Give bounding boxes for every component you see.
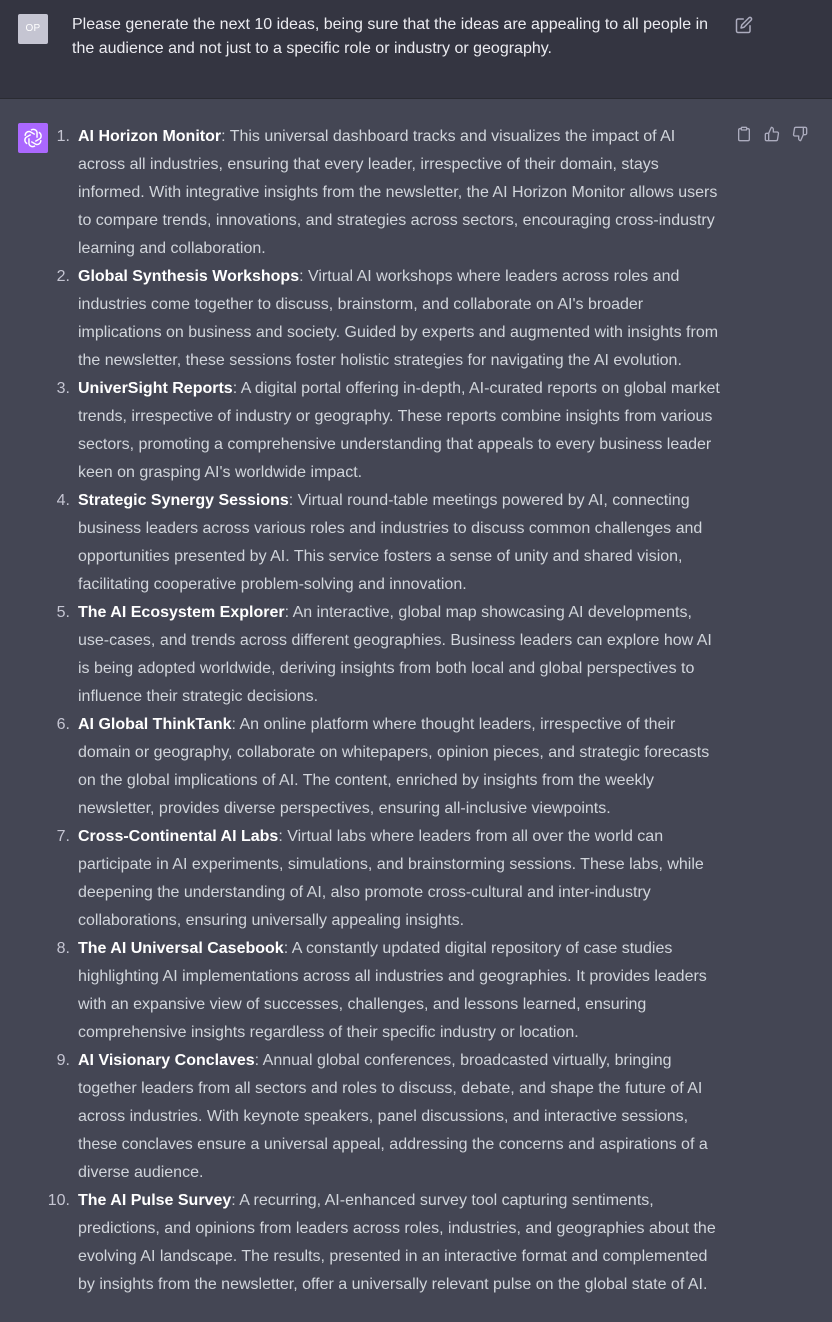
edit-icon bbox=[735, 16, 753, 34]
idea-number: 8. bbox=[56, 940, 70, 957]
thumbs-down-icon bbox=[792, 126, 808, 142]
idea-number: 3. bbox=[56, 380, 70, 397]
user-message-row bbox=[0, 0, 832, 99]
idea-title: UniverSight Reports bbox=[78, 380, 233, 397]
idea-number: 10. bbox=[47, 1192, 70, 1209]
thumbs-up-icon bbox=[764, 126, 780, 142]
idea-title: Strategic Synergy Sessions bbox=[78, 492, 289, 509]
idea-title: AI Horizon Monitor bbox=[78, 128, 222, 145]
thumbs-down-button[interactable] bbox=[792, 126, 810, 144]
idea-description: : This universal dashboard tracks and visualizes the impact of AI across all industries, ensuring that every leader, irrespective of their domain, stays informed. With integrative insights from the newsletter, the AI Horizon Monitor allows users to compare trends, innovations, and strategies across sectors, encouraging cross-industry learning and collaboration. bbox=[78, 128, 718, 257]
idea-description: : An interactive, global map showcasing AI developments, use-cases, and trends across different geographies. Business leaders can explore how AI is being adopted worldwide, deriving insights from both local and global perspectives to influence their strategic decisions. bbox=[78, 604, 712, 705]
idea-item bbox=[56, 823, 726, 935]
idea-title: The AI Pulse Survey bbox=[78, 1192, 232, 1209]
copy-button[interactable] bbox=[736, 126, 754, 144]
idea-description: : An online platform where thought leaders, irrespective of their domain or geography, collaborate on whitepapers, opinion pieces, and strategic forecasts on the global implications of AI. The content, enriched by insights from the weekly newsletter, provides diverse perspectives, ensuring all-inclusive viewpoints. bbox=[78, 716, 710, 817]
idea-title: AI Global ThinkTank bbox=[78, 716, 232, 733]
edit-message-button[interactable] bbox=[735, 16, 755, 36]
idea-number: 7. bbox=[56, 828, 70, 845]
idea-title: The AI Ecosystem Explorer bbox=[78, 604, 285, 621]
idea-number: 4. bbox=[56, 492, 70, 509]
idea-description: : Virtual AI workshops where leaders across roles and industries come together to discuss, brainstorm, and collaborate on AI's broader implications on business and society. Guided by experts and augmented with insights from the newsletter, these sessions foster holistic strategies for navigating the AI evolution. bbox=[78, 268, 719, 369]
idea-title: The AI Universal Casebook bbox=[78, 940, 284, 957]
idea-item bbox=[47, 1187, 726, 1299]
idea-description: : A digital portal offering in-depth, AI-curated reports on global market trends, irrespective of industry or geography. These reports combine insights from various sectors, promoting a comprehensive understanding that appeals to every business leader keen on grasping AI's worldwide impact. bbox=[78, 380, 720, 481]
idea-description: : Annual global conferences, broadcasted virtually, bringing together leaders from all sectors and roles to discuss, debate, and shape the future of AI across industries. With keynote speakers, panel discussions, and interactive sessions, these conclaves ensure a universal appeal, addressing the concerns and aspirations of a diverse audience. bbox=[78, 1052, 708, 1181]
idea-item bbox=[56, 1047, 726, 1187]
idea-title: Cross-Continental AI Labs bbox=[78, 828, 279, 845]
idea-item bbox=[56, 375, 726, 487]
user-avatar: OP bbox=[18, 14, 48, 44]
idea-item bbox=[56, 123, 726, 263]
idea-item bbox=[56, 935, 726, 1047]
idea-item bbox=[56, 711, 726, 823]
idea-title: Global Synthesis Workshops bbox=[78, 268, 300, 285]
idea-number: 2. bbox=[56, 268, 70, 285]
idea-number: 6. bbox=[56, 716, 70, 733]
idea-number: 1. bbox=[56, 128, 70, 145]
user-message-text: Please generate the next 10 ideas, being sure that the ideas are appealing to all people in the audience and not just to a specific role or industry or geography. bbox=[72, 16, 709, 57]
idea-item bbox=[56, 487, 726, 599]
idea-number: 9. bbox=[56, 1052, 70, 1069]
idea-description: : A constantly updated digital repository of case studies highlighting AI implementations across all industries and geographies. It provides leaders with an expansive view of successes, challenges, and lessons learned, ensuring comprehensive insights regardless of their specific industry or location. bbox=[78, 940, 707, 1041]
idea-number: 5. bbox=[56, 604, 70, 621]
ideas-list bbox=[47, 123, 726, 1299]
clipboard-icon bbox=[736, 126, 752, 142]
thumbs-up-button[interactable] bbox=[764, 126, 782, 144]
idea-description: : Virtual labs where leaders from all over the world can participate in AI experiments, simulations, and brainstorming sessions. These labs, while deepening the understanding of AI, also promote cross-cultural and inter-industry collaborations, ensuring universally appealing insights. bbox=[78, 828, 704, 929]
idea-item bbox=[56, 599, 726, 711]
assistant-message-row bbox=[0, 99, 832, 1322]
idea-item bbox=[56, 263, 726, 375]
idea-description: : Virtual round-table meetings powered by AI, connecting business leaders across various roles and industries to discuss common challenges and opportunities presented by AI. This service fosters a sense of unity and shared vision, facilitating cooperative problem-solving and innovation. bbox=[78, 492, 703, 593]
idea-description: : A recurring, AI-enhanced survey tool capturing sentiments, predictions, and opinions from leaders across roles, industries, and geographies about the evolving AI landscape. The results, presented in an interactive format and complemented by insights from the newsletter, offer a universally relevant pulse on the global state of AI. bbox=[78, 1192, 716, 1293]
message-actions bbox=[736, 126, 812, 146]
idea-title: AI Visionary Conclaves bbox=[78, 1052, 255, 1069]
